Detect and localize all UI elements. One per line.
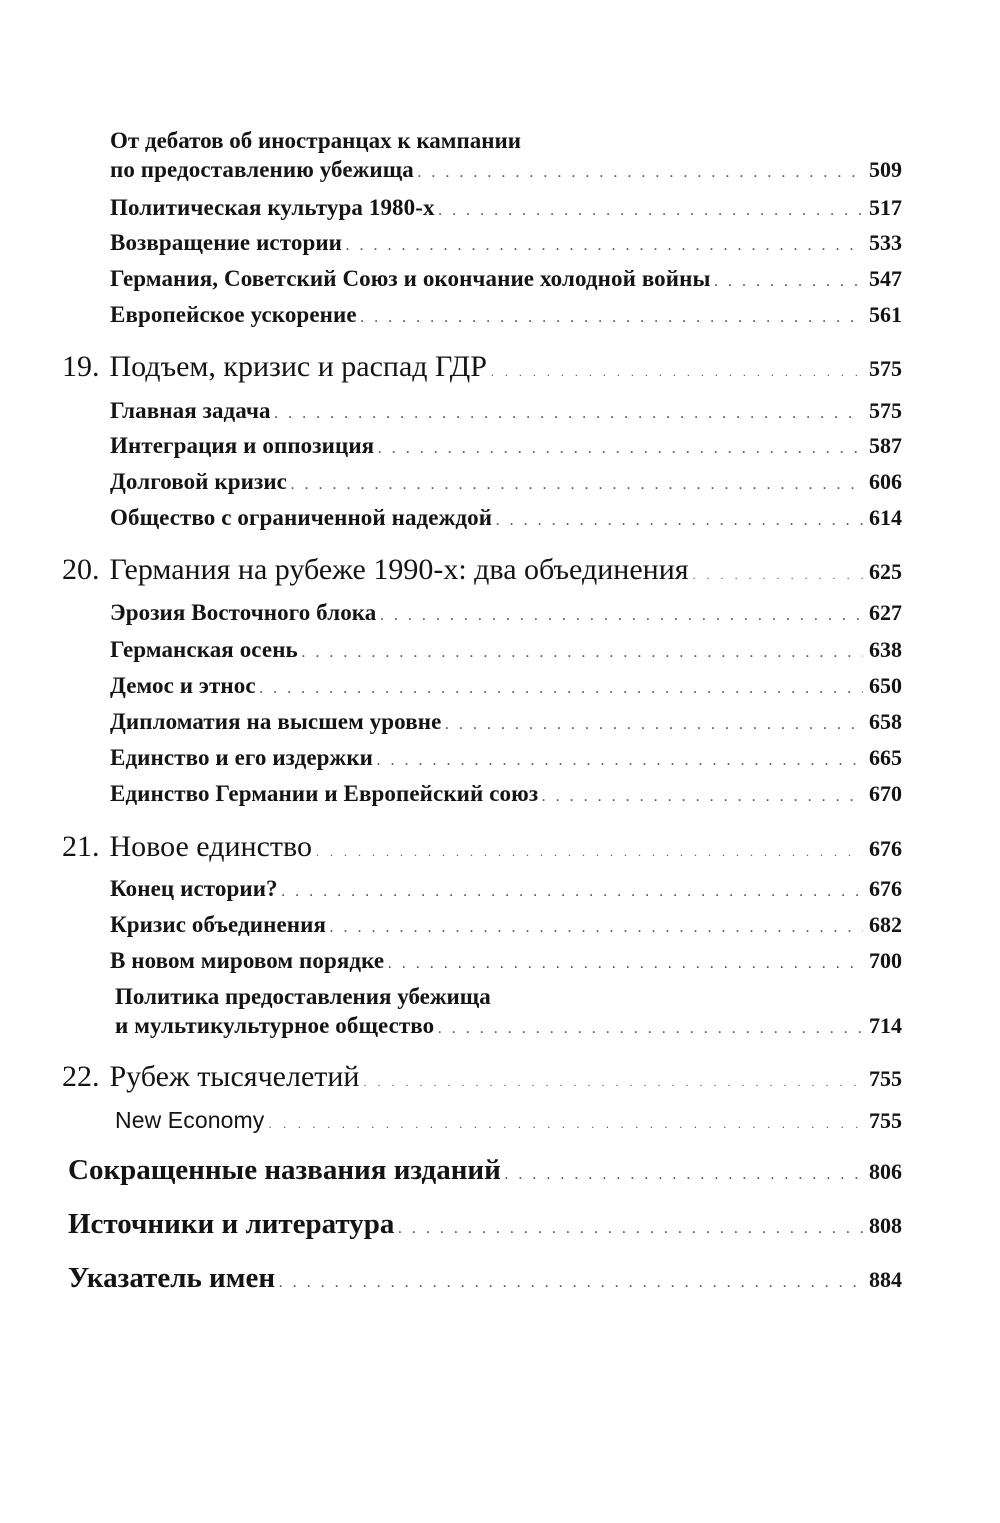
toc-entry-title: Кризис объединения <box>110 912 327 937</box>
toc-entry-title: Интеграция и оппозиция <box>110 433 375 458</box>
toc-entry-title: Эрозия Восточного блока <box>110 600 377 625</box>
dot-leader <box>438 1013 863 1039</box>
page-number: 614 <box>869 505 902 530</box>
dot-leader <box>445 709 863 735</box>
page-number: 884 <box>869 1267 902 1292</box>
page-number: 676 <box>869 836 902 861</box>
dot-leader <box>260 673 863 699</box>
chapter-title: Подъем, кризис и распад ГДР <box>109 350 487 383</box>
toc-entry <box>115 1013 902 1039</box>
dot-leader <box>302 637 863 663</box>
toc-entry <box>110 433 902 459</box>
chapter-title: Новое единство <box>109 830 312 863</box>
page-number: 665 <box>869 745 902 770</box>
chapter-number: 20. <box>62 553 100 586</box>
toc-entry-title: Сокращенные названия изданий <box>68 1154 501 1186</box>
toc-entry <box>110 505 902 531</box>
toc-entry-title: Германия, Советский Союз и окончание холодной войны <box>110 266 711 291</box>
toc-entry-title: Главная задача <box>110 398 271 423</box>
dot-leader <box>505 1154 863 1187</box>
chapter-title: Рубеж тысячелетий <box>109 1060 360 1093</box>
toc-entry-title: Демос и этнос <box>110 673 256 698</box>
dot-leader <box>316 830 863 864</box>
toc-entry <box>110 230 902 256</box>
toc-entry <box>110 745 902 771</box>
toc-entry-title: Конец истории? <box>110 876 278 901</box>
page-number: 755 <box>869 1066 902 1091</box>
toc-entry <box>115 1107 902 1134</box>
dot-leader <box>361 302 863 328</box>
toc-entry <box>110 398 902 424</box>
page-number: 638 <box>869 637 902 662</box>
toc-entry <box>110 195 902 221</box>
page-number: 806 <box>869 1159 902 1184</box>
toc-entry-title: Германская осень <box>110 637 298 662</box>
dot-leader <box>693 553 863 587</box>
dot-leader <box>279 1262 863 1295</box>
dot-leader <box>268 1107 863 1134</box>
page-number: 606 <box>869 469 902 494</box>
dot-leader <box>282 876 863 902</box>
toc-entry-title: В новом мировом порядке <box>110 948 385 973</box>
toc-entry <box>110 302 902 328</box>
dot-leader <box>398 1208 863 1241</box>
toc-entry <box>110 157 902 183</box>
toc-entry-title: New Economy <box>115 1107 265 1133</box>
page-number: 808 <box>869 1213 902 1238</box>
page-number: 517 <box>869 195 902 220</box>
toc-entry-title: Источники и литература <box>68 1208 395 1240</box>
page-number: 547 <box>869 266 902 291</box>
page-number: 676 <box>869 876 902 901</box>
toc-entry <box>110 709 902 735</box>
toc-entry-title: Политическая культура 1980-х <box>110 195 435 220</box>
toc-entry-title: Европейское ускорение <box>110 302 357 327</box>
dot-leader <box>377 745 863 771</box>
toc-entry <box>110 912 902 938</box>
toc-chapter <box>62 830 902 864</box>
dot-leader <box>346 230 863 256</box>
toc-entry-title: Единство и его издержки <box>110 745 374 770</box>
toc-entry-title-line: Политика предоставления убежища <box>115 984 491 1009</box>
toc-entry <box>110 948 902 974</box>
dot-leader <box>378 433 863 459</box>
dot-leader <box>330 912 863 938</box>
page-number: 533 <box>869 230 902 255</box>
toc-entry-title: Возвращение истории <box>110 230 343 255</box>
chapter-number: 19. <box>62 350 100 383</box>
dot-leader <box>380 600 863 626</box>
dot-leader <box>364 1060 864 1094</box>
dot-leader <box>439 195 863 221</box>
dot-leader <box>491 350 863 384</box>
page-number: 755 <box>869 1108 902 1133</box>
page-number: 575 <box>869 398 902 423</box>
toc-entry-title: Дипломатия на высшем уровне <box>110 709 442 734</box>
page-number: 561 <box>869 302 902 327</box>
dot-leader <box>542 781 863 807</box>
toc-entry <box>110 600 902 626</box>
toc-entry-title: Указатель имен <box>68 1262 276 1294</box>
page-number: 670 <box>869 781 902 806</box>
toc-entry <box>110 637 902 663</box>
toc-entry-title-line: От дебатов об иностранцах к кампании <box>110 128 521 153</box>
dot-leader <box>715 266 863 292</box>
chapter-number: 21. <box>62 830 100 863</box>
page-number: 658 <box>869 709 902 734</box>
toc-entry-title: Общество с ограниченной надеждой <box>110 505 493 530</box>
toc-entry-title: Единство Германии и Европейский союз <box>110 781 539 806</box>
page-number: 509 <box>869 157 902 182</box>
page-number: 700 <box>869 948 902 973</box>
toc-entry-title: по предоставлению убежища <box>110 157 414 182</box>
toc-entry-title: и мультикультурное общество <box>115 1013 435 1038</box>
page-number: 627 <box>869 600 902 625</box>
toc-entry <box>110 469 902 495</box>
toc-chapter <box>62 350 902 384</box>
chapter-number: 22. <box>62 1060 100 1093</box>
toc-entry-title: Долговой кризис <box>110 469 287 494</box>
toc-entry <box>110 876 902 902</box>
toc-backmatter <box>68 1262 902 1295</box>
dot-leader <box>496 505 863 531</box>
page-number: 714 <box>869 1013 902 1038</box>
chapter-title: Германия на рубеже 1990-х: два объединения <box>109 553 689 586</box>
toc-chapter <box>62 1060 902 1094</box>
dot-leader <box>275 398 863 424</box>
page-number: 625 <box>869 559 902 584</box>
toc-entry <box>110 781 902 807</box>
toc-entry <box>110 266 902 292</box>
toc-chapter <box>62 553 902 587</box>
toc-backmatter <box>68 1154 902 1187</box>
toc-backmatter <box>68 1208 902 1241</box>
page-number: 587 <box>869 433 902 458</box>
dot-leader <box>291 469 863 495</box>
page-number: 575 <box>869 356 902 381</box>
dot-leader <box>388 948 863 974</box>
page-number: 650 <box>869 673 902 698</box>
dot-leader <box>418 157 863 183</box>
page-number: 682 <box>869 912 902 937</box>
toc-entry <box>110 673 902 699</box>
